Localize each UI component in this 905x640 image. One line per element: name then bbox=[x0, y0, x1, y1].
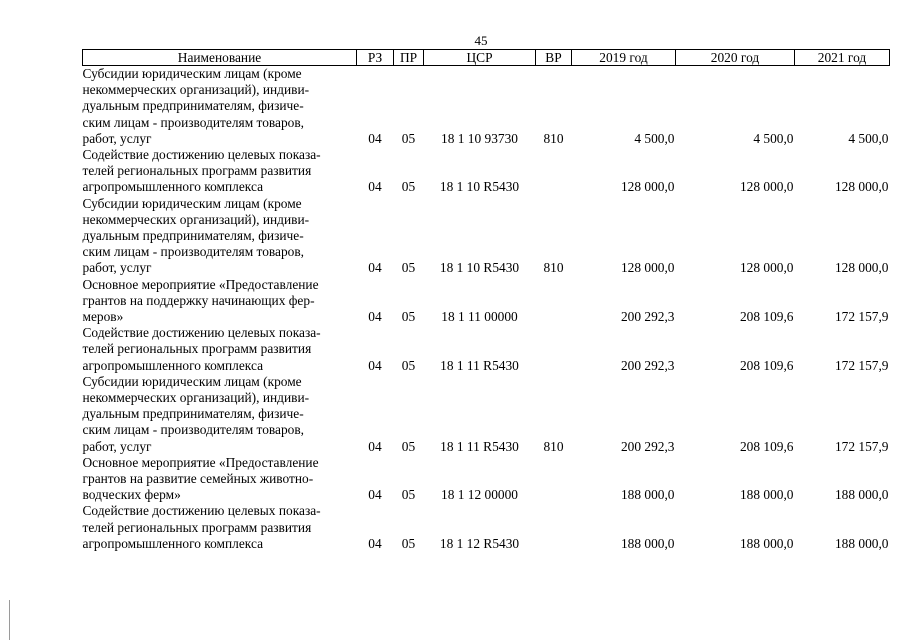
header-vr: ВР bbox=[536, 50, 572, 66]
row-2021: 4 500,0 bbox=[848, 130, 889, 146]
row-pr: 05 bbox=[401, 130, 416, 146]
row-2020: 128 000,0 bbox=[739, 179, 794, 195]
row-2019: 4 500,0 bbox=[634, 130, 675, 146]
row-2020: 208 109,6 bbox=[739, 309, 794, 325]
row-2020: 208 109,6 bbox=[739, 357, 794, 373]
row-csr: 18 1 12 00000 bbox=[441, 487, 518, 503]
row-vr bbox=[536, 455, 572, 504]
table-row bbox=[83, 374, 890, 455]
row-rz: 04 bbox=[368, 309, 382, 325]
row-rz: 04 bbox=[368, 535, 382, 551]
page-number: 45 bbox=[474, 33, 488, 48]
row-2020: 128 000,0 bbox=[739, 260, 794, 276]
row-rz: 04 bbox=[368, 260, 382, 276]
row-2021: 172 157,9 bbox=[834, 309, 889, 325]
row-2020: 4 500,0 bbox=[753, 130, 794, 146]
row-2021: 172 157,9 bbox=[834, 357, 889, 373]
row-2021: 128 000,0 bbox=[834, 179, 889, 195]
row-name: Содействие достижению целевых показа- телей региональных программ развития агропромышленного комплекса bbox=[82, 503, 321, 551]
row-csr: 18 1 11 00000 bbox=[441, 309, 518, 325]
scan-edge-line bbox=[9, 600, 10, 640]
table-row bbox=[83, 277, 890, 326]
header-pr: ПР bbox=[394, 50, 424, 66]
row-name: Основное мероприятие «Предоставление грантов на развитие семейных животно- водческих ферм» bbox=[82, 454, 319, 503]
row-pr: 05 bbox=[401, 535, 416, 551]
table-row bbox=[83, 66, 890, 148]
row-csr: 18 1 10 R5430 bbox=[439, 260, 520, 276]
row-rz: 04 bbox=[368, 438, 382, 454]
row-2019: 200 292,3 bbox=[620, 309, 675, 325]
row-2020: 188 000,0 bbox=[739, 487, 794, 503]
row-vr bbox=[536, 277, 572, 326]
row-csr: 18 1 12 R5430 bbox=[439, 535, 520, 551]
row-vr bbox=[536, 147, 572, 196]
budget-table bbox=[82, 49, 890, 552]
header-name: Наименование bbox=[83, 50, 357, 66]
row-2019: 128 000,0 bbox=[620, 179, 675, 195]
row-csr: 18 1 10 R5430 bbox=[439, 179, 520, 195]
row-vr bbox=[536, 325, 572, 374]
table-row bbox=[83, 196, 890, 277]
row-csr: 18 1 10 93730 bbox=[441, 130, 518, 146]
row-2019: 200 292,3 bbox=[620, 357, 675, 373]
row-pr: 05 bbox=[401, 309, 416, 325]
header-row bbox=[83, 50, 890, 66]
row-2021: 172 157,9 bbox=[834, 438, 889, 454]
header-2020: 2020 год bbox=[676, 50, 795, 66]
header-2021: 2021 год bbox=[795, 50, 890, 66]
row-2021: 188 000,0 bbox=[834, 535, 889, 551]
row-2021: 188 000,0 bbox=[834, 487, 889, 503]
row-vr: 810 bbox=[543, 130, 564, 146]
row-pr: 05 bbox=[401, 357, 416, 373]
row-vr bbox=[536, 503, 572, 552]
table-row bbox=[83, 325, 890, 374]
row-rz: 04 bbox=[368, 130, 382, 146]
table-header bbox=[83, 50, 890, 66]
row-2019: 188 000,0 bbox=[620, 487, 675, 503]
header-rz: РЗ bbox=[357, 50, 394, 66]
row-name: Субсидии юридическим лицам (кроме некоммерческих организаций), индиви- дуальным предпринимателям, физиче- ским лицам - производителям товаров, работ, услуг bbox=[82, 373, 310, 454]
row-vr: 810 bbox=[543, 438, 564, 454]
row-2020: 188 000,0 bbox=[739, 535, 794, 551]
row-pr: 05 bbox=[401, 438, 416, 454]
table-row bbox=[83, 147, 890, 196]
table-row bbox=[83, 455, 890, 504]
row-rz: 04 bbox=[368, 179, 382, 195]
row-name: Содействие достижению целевых показа- телей региональных программ развития агропромышленного комплекса bbox=[82, 325, 321, 373]
row-name: Субсидии юридическим лицам (кроме некоммерческих организаций), индиви- дуальным предпринимателям, физиче- ским лицам - производителям товаров, работ, услуг bbox=[82, 195, 310, 276]
row-pr: 05 bbox=[401, 260, 416, 276]
row-2020: 208 109,6 bbox=[739, 438, 794, 454]
row-pr: 05 bbox=[401, 179, 416, 195]
row-rz: 04 bbox=[368, 357, 382, 373]
row-2021: 128 000,0 bbox=[834, 260, 889, 276]
row-csr: 18 1 11 R5430 bbox=[440, 438, 519, 454]
row-2019: 188 000,0 bbox=[620, 535, 675, 551]
row-name: Содействие достижению целевых показа- телей региональных программ развития агропромышленного комплекса bbox=[82, 147, 321, 195]
header-csr: ЦСР bbox=[424, 50, 536, 66]
row-csr: 18 1 11 R5430 bbox=[440, 357, 519, 373]
table-row bbox=[83, 503, 890, 552]
row-name: Основное мероприятие «Предоставление грантов на поддержку начинающих фер- меров» bbox=[82, 276, 319, 325]
row-2019: 200 292,3 bbox=[620, 438, 675, 454]
table-body bbox=[83, 66, 890, 553]
header-2019: 2019 год bbox=[572, 50, 676, 66]
row-2019: 128 000,0 bbox=[620, 260, 675, 276]
row-rz: 04 bbox=[368, 487, 382, 503]
row-pr: 05 bbox=[401, 487, 416, 503]
row-name: Субсидии юридическим лицам (кроме некоммерческих организаций), индиви- дуальным предпринимателям, физиче- ским лицам - производителям товаров, работ, услуг bbox=[82, 66, 310, 146]
row-vr: 810 bbox=[543, 260, 564, 276]
